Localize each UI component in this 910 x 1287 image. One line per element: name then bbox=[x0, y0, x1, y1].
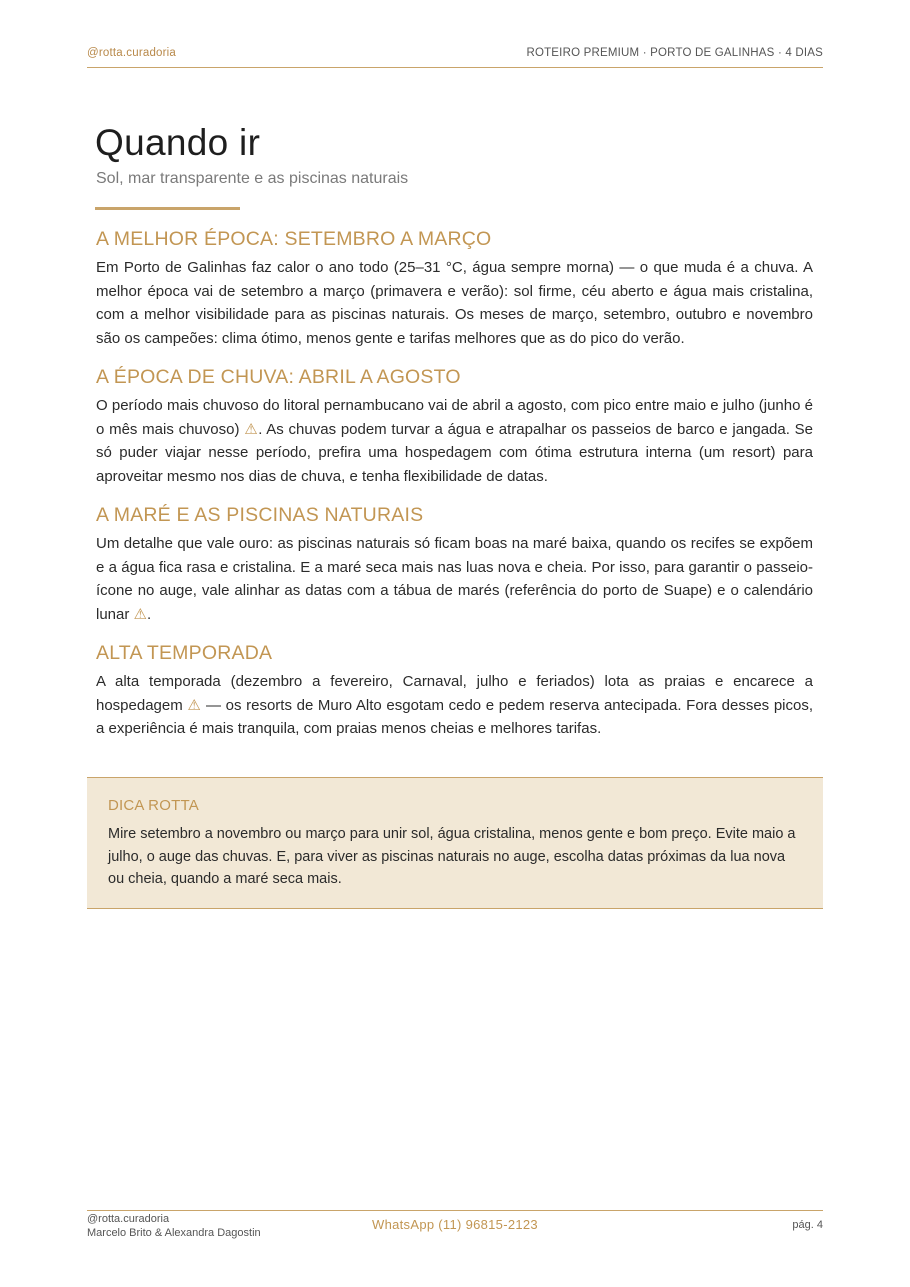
section-text bbox=[96, 670, 813, 741]
header-document-title: ROTEIRO PREMIUM · PORTO DE GALINHAS · 4 DIAS bbox=[526, 47, 823, 59]
section-high-season bbox=[96, 640, 813, 741]
page-subtitle: Sol, mar transparente e as piscinas naturais bbox=[96, 170, 409, 187]
text-part: Um detalhe que vale ouro: as piscinas naturais só ficam boas na maré baixa, quando os recifes se expõem e a água fica rasa e cristalina. E a maré seca mais nas luas nova e cheia. Por isso, para garantir o passeio-ícone no auge, vale alinhar as datas com a tábua de marés (referência do porto de Suape) e o calendário lunar bbox=[96, 535, 813, 623]
section-heading: A MARÉ E AS PISCINAS NATURAIS bbox=[96, 504, 424, 526]
footer-handle: @rotta.curadoria bbox=[87, 1213, 170, 1225]
section-text bbox=[96, 394, 813, 488]
tip-title: DICA ROTTA bbox=[108, 797, 199, 814]
tip-callout bbox=[87, 777, 823, 909]
text-part: A alta temporada (dezembro a fevereiro, Carnaval, julho e feriados) lota as praias e encarece a hospedagem bbox=[96, 673, 813, 714]
page-footer bbox=[87, 1210, 823, 1251]
section-text bbox=[96, 532, 813, 626]
text-part: . As chuvas podem turvar a água e atrapalhar os passeios de barco e jangada. Se só puder viajar nesse período, prefira uma hospedagem com ótima estrutura interna (um resort) para aproveitar mesmo nos dias de chuva, e tenha flexibilidade de datas. bbox=[96, 420, 814, 485]
page-number: pág. 4 bbox=[792, 1219, 823, 1231]
section-tide bbox=[96, 502, 813, 626]
title-divider bbox=[95, 207, 240, 210]
page-title: Quando ir bbox=[95, 122, 261, 163]
warning-icon: ⚠ bbox=[244, 420, 259, 438]
footer-authors: Marcelo Brito & Alexandra Dagostin bbox=[87, 1227, 261, 1239]
section-text: Em Porto de Galinhas faz calor o ano todo (25–31 °C, água sempre morna) — o que muda é a chuva. A melhor época vai de setembro a março (primavera e verão): sol firme, céu aberto e água mais cristalina, com a melhor visibilidade para as piscinas naturais. Os meses de março, setembro, outubro e novembro são os campeões: clima ótimo, menos gente e tarifas melhores que as do pico do verão. bbox=[96, 259, 813, 347]
warning-icon: ⚠ bbox=[133, 605, 147, 623]
page-header bbox=[87, 46, 823, 68]
section-rainy-season bbox=[96, 364, 813, 488]
section-best-season bbox=[96, 226, 813, 350]
section-heading: A MELHOR ÉPOCA: SETEMBRO A MARÇO bbox=[96, 228, 492, 250]
header-handle: @rotta.curadoria bbox=[87, 47, 177, 59]
section-heading: A ÉPOCA DE CHUVA: ABRIL A AGOSTO bbox=[96, 366, 461, 388]
footer-whatsapp: WhatsApp (11) 96815-2123 bbox=[372, 1217, 538, 1232]
text-part: . bbox=[146, 605, 152, 623]
text-part: — os resorts de Muro Alto esgotam cedo e pedem reserva antecipada. Fora desses picos, a experiência é mais tranquila, com praias menos cheias e melhores tarifas. bbox=[96, 696, 813, 737]
text-part: O período mais chuvoso do litoral pernambucano vai de abril a agosto, com pico entre maio e julho (junho é o mês mais chuvoso) bbox=[96, 397, 813, 438]
warning-icon: ⚠ bbox=[187, 696, 202, 714]
main-content bbox=[96, 226, 813, 755]
section-heading: ALTA TEMPORADA bbox=[96, 642, 273, 664]
tip-text: Mire setembro a novembro ou março para unir sol, água cristalina, menos gente e bom preço. Evite maio a julho, o auge das chuvas. E, para viver as piscinas naturais no auge, escolha datas próximas da lua nova ou cheia, quando a maré seca mais. bbox=[108, 826, 796, 887]
